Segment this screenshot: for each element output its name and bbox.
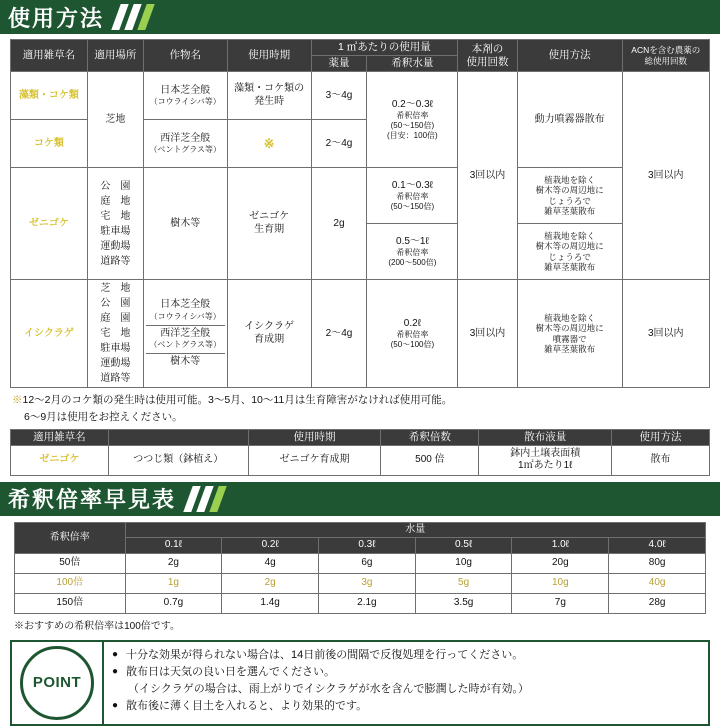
point-list (112, 648, 702, 715)
cell-weed-3: ゼニゴケ (11, 168, 88, 280)
cell-times-1: 3回以内 (458, 72, 517, 280)
dilution-table-wrap (0, 516, 720, 614)
th-place: 適用場所 (87, 40, 143, 72)
cell-period-4: イシクラゲ 育成期 (227, 280, 311, 388)
pot-application-table (10, 429, 710, 476)
cell-weed-2: コケ類 (11, 120, 88, 168)
note-mark-icon: ※ (12, 394, 23, 407)
section-header-dilution (0, 482, 720, 516)
th2-blank (108, 429, 248, 445)
slash-decoration-icon-2 (188, 486, 222, 512)
cell-total-4: 3回以内 (622, 280, 709, 388)
cell-place-3: 公 園 庭 地 宅 地 駐車場 運動場 道路等 (87, 168, 143, 280)
cell-place-4: 芝 地 公 園 庭 園 宅 地 駐車場 運動場 道路等 (87, 280, 143, 388)
cell-weed-4: イシクラゲ (11, 280, 88, 388)
cell3-2-5: 28g (609, 593, 706, 613)
cell-crop-2: 西洋芝全般 （ベントグラス等） (143, 120, 227, 168)
cell3-label-0: 50倍 (15, 553, 126, 573)
cell-crop-3: 樹木等 (143, 168, 227, 280)
cell-method-4: 植栽地を除く 樹木等の周辺地に 噴霧器で 雑草茎葉散布 (517, 280, 622, 388)
usage-note-line2: 6～9月は使用をお控えください。 (24, 410, 183, 423)
cell2-method: 散布 (612, 445, 710, 475)
cell2-weed: ゼニゴケ (11, 445, 109, 475)
cell2-ratio: 500 倍 (381, 445, 479, 475)
th-weed: 適用雑草名 (11, 40, 88, 72)
table-header-row (11, 429, 710, 445)
section-title-usage: 使用方法 (8, 5, 105, 31)
th2-volume: 散布液量 (479, 429, 612, 445)
cell-crop-4: 日本芝全般 （コウライシバ等） 西洋芝全般 （ベントグラス等） 樹木等 (143, 280, 227, 388)
cell-dose-2: 2～4g (311, 120, 367, 168)
th2-period: 使用時期 (248, 429, 381, 445)
cell3-0-5: 80g (609, 553, 706, 573)
cell3-1-5: 40g (609, 573, 706, 593)
point-label: POINT (20, 646, 94, 720)
cell3-label-1: 100倍 (15, 573, 126, 593)
cell3-1-2: 3g (319, 573, 416, 593)
cell3-1-0: 1g (125, 573, 222, 593)
cell-times-4: 3回以内 (458, 280, 517, 388)
th3-col-1: 0.2ℓ (222, 538, 319, 554)
table-header-row (11, 40, 710, 56)
th-water: 希釈水量 (367, 56, 458, 72)
cell-method-3a: 植栽地を除く 樹木等の周辺地に じょうろで 雑草茎葉散布 (517, 168, 622, 224)
cell-period-1: 藻類・コケ類の 発生時 (227, 72, 311, 120)
table-row (11, 168, 710, 224)
cell-water-3b: 0.5～1ℓ 希釈倍率 (200～500倍) (367, 224, 458, 280)
cell-method-3b: 植栽地を除く 樹木等の周辺地に じょうろで 雑草茎葉散布 (517, 224, 622, 280)
cell3-0-1: 4g (222, 553, 319, 573)
cell3-2-1: 1.4g (222, 593, 319, 613)
table-header-row (15, 522, 706, 538)
th-crop: 作物名 (143, 40, 227, 72)
cell-crop-1: 日本芝全般 （コウライシバ等） (143, 72, 227, 120)
cell-dose-3: 2g (311, 168, 367, 280)
section-header-usage (0, 0, 720, 34)
th-dose: 薬量 (311, 56, 367, 72)
cell3-2-0: 0.7g (125, 593, 222, 613)
usage-note (0, 388, 720, 427)
point-body (104, 642, 708, 724)
list-item: ● 散布後に薄く目土を入れると、より効果的です。 (112, 699, 702, 715)
th-total: ACNを含む農薬の 総使用回数 (622, 40, 709, 72)
section-title-dilution: 希釈倍率早見表 (8, 487, 177, 513)
th2-weed: 適用雑草名 (11, 429, 109, 445)
main-table-wrap (0, 34, 720, 388)
cell2-volume: 鉢内土壌表面積 1㎡あたり1ℓ (479, 445, 612, 475)
cell-method-1: 動力噴霧器散布 (517, 72, 622, 168)
table-row (15, 553, 706, 573)
cell3-2-2: 2.1g (319, 593, 416, 613)
th-amount-group: 1 ㎡あたりの使用量 (311, 40, 458, 56)
th3-water-group: 水量 (125, 522, 705, 538)
th-period: 使用時期 (227, 40, 311, 72)
cell-water-4: 0.2ℓ 希釈倍率 (50～100倍) (367, 280, 458, 388)
cell2-crop: つつじ類（鉢植え） (108, 445, 248, 475)
usage-note-line1: ※12～2月のコケ類の発生時は使用可能。3～5月、10～11月は生育障害がなければ使用可能。 (12, 394, 453, 407)
slash-decoration-icon (116, 4, 150, 30)
cell3-1-1: 2g (222, 573, 319, 593)
cell-dose-1: 3～4g (311, 72, 367, 120)
list-item: （イシクラゲの場合は、雨上がりでイシクラゲが水を含んで膨潤した時が有効。） (128, 682, 530, 695)
cell3-0-3: 10g (415, 553, 512, 573)
th-method: 使用方法 (517, 40, 622, 72)
th3-col-3: 0.5ℓ (415, 538, 512, 554)
table-row (11, 280, 710, 388)
cell3-2-4: 7g (512, 593, 609, 613)
cell-dose-4: 2～4g (311, 280, 367, 388)
cell3-label-2: 150倍 (15, 593, 126, 613)
table-row (15, 573, 706, 593)
cell-water-1: 0.2～0.3ℓ 希釈倍率 (50～150倍) (目安：100倍) (367, 72, 458, 168)
th3-col-5: 4.0ℓ (609, 538, 706, 554)
applications-table (10, 39, 710, 388)
th2-ratio: 希釈倍数 (381, 429, 479, 445)
dilution-note: ※おすすめの希釈倍率は100倍です。 (14, 620, 180, 632)
cell3-0-4: 20g (512, 553, 609, 573)
cell2-period: ゼニゴケ育成期 (248, 445, 381, 475)
th3-corner: 希釈倍率 (15, 522, 126, 553)
th3-col-0: 0.1ℓ (125, 538, 222, 554)
point-label-wrap (12, 642, 104, 724)
cell3-0-0: 2g (125, 553, 222, 573)
cell3-2-3: 3.5g (415, 593, 512, 613)
list-item: ● 散布日は天気の良い日を選んでください。 (112, 665, 702, 681)
th-times: 本剤の 使用回数 (458, 40, 517, 72)
cell-period-2: ※ (227, 120, 311, 168)
th3-col-2: 0.3ℓ (319, 538, 416, 554)
th3-col-4: 1.0ℓ (512, 538, 609, 554)
list-item: ● 十分な効果が得られない場合は、14日前後の間隔で反復処理を行ってください。 (112, 648, 702, 664)
cell-total-1: 3回以内 (622, 72, 709, 280)
cell3-1-3: 5g (415, 573, 512, 593)
cell3-1-4: 10g (512, 573, 609, 593)
point-box (10, 640, 710, 726)
table-row (11, 445, 710, 475)
cell-water-3a: 0.1～0.3ℓ 希釈倍率 (50～150倍) (367, 168, 458, 224)
table-row (11, 72, 710, 120)
cell3-0-2: 6g (319, 553, 416, 573)
secondary-table-wrap (0, 427, 720, 482)
cell-place-1: 芝地 (87, 72, 143, 168)
dilution-table (14, 522, 706, 614)
th2-method: 使用方法 (612, 429, 710, 445)
table-row (15, 593, 706, 613)
cell-period-3: ゼニゴケ 生育期 (227, 168, 311, 280)
cell-weed-1: 藻類・コケ類 (11, 72, 88, 120)
